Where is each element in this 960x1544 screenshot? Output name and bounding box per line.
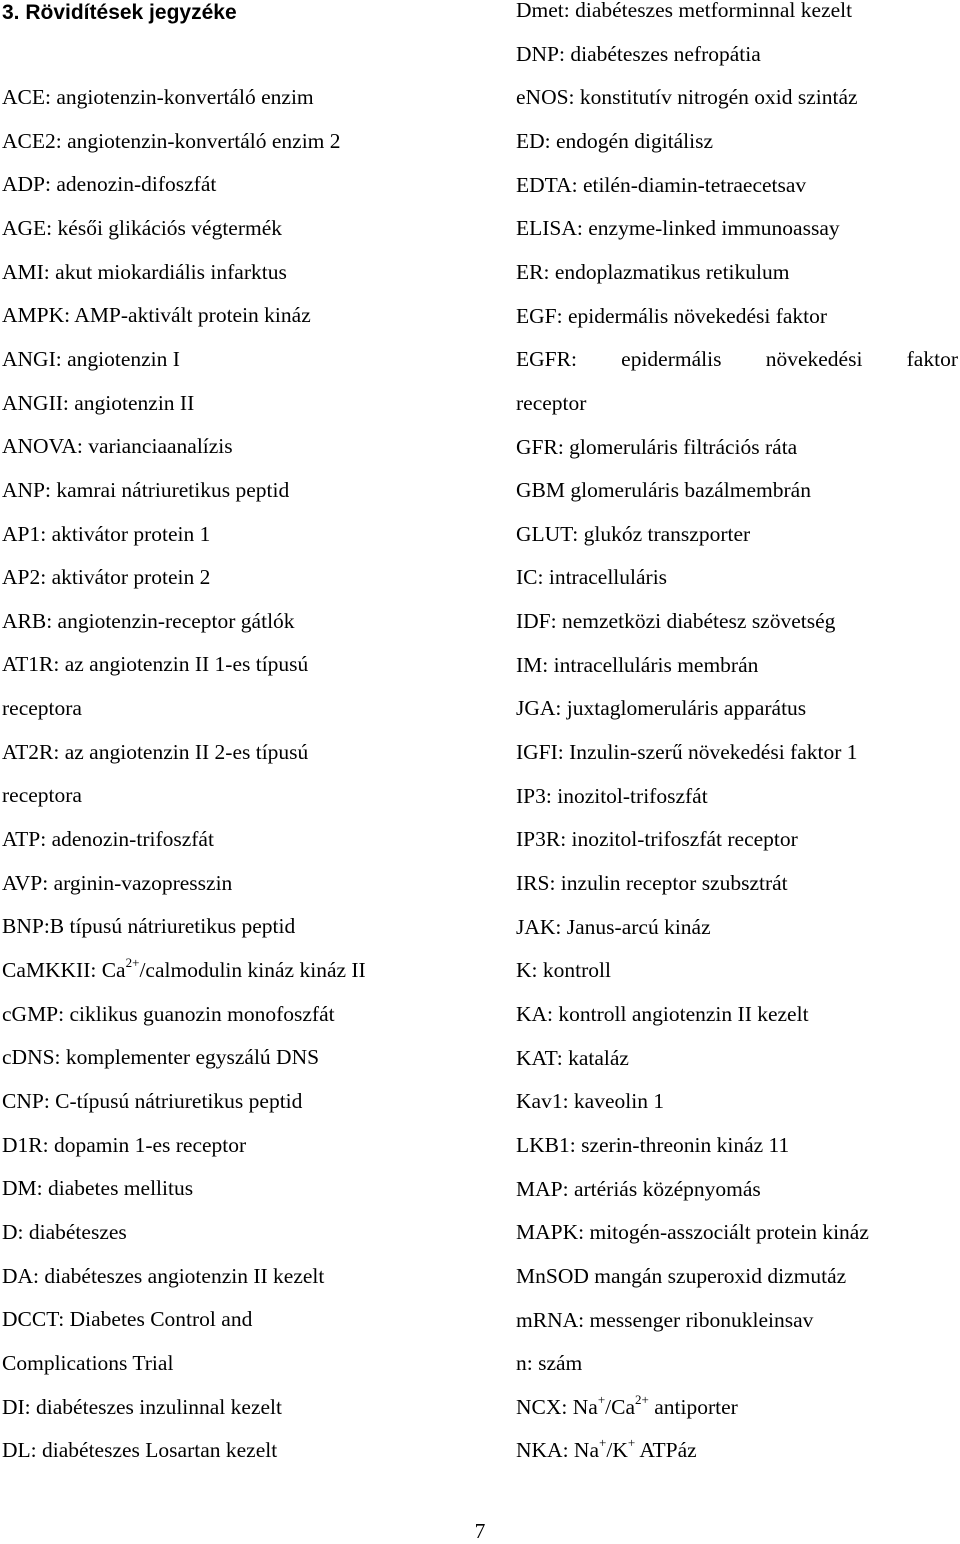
text-segment: NKA: Na [516,1438,599,1463]
superscript: + [599,1435,607,1451]
abbreviation-line: ADP: adenozin-difoszfát [2,172,217,197]
abbreviation-line: ACE: angiotenzin-konvertáló enzim [2,85,314,109]
abbreviation-line: AT1R: az angiotenzin II 1-es típusú [2,652,309,677]
text-segment: CaMKKII: Ca [2,958,126,982]
abbreviation-line: Kav1: kaveolin 1 [516,1089,665,1114]
abbreviation-line: ER: endoplazmatikus retikulum [516,259,790,284]
abbreviation-line: IP3R: inozitol-trifoszfát receptor [516,827,798,852]
abbreviation-line: AVP: arginin-vazopresszin [2,870,233,895]
abbreviation-line: DCCT: Diabetes Control and [2,1307,253,1332]
abbreviation-line: receptor [516,390,587,415]
superscript: + [597,1391,606,1407]
abbreviation-line: GFR: glomeruláris filtrációs ráta [516,434,798,459]
abbreviation-line: EGFR: epidermális növekedési faktor [516,347,958,372]
abbreviation-line: KAT: kataláz [516,1045,629,1070]
superscript: + [627,1435,636,1451]
abbreviation-line [516,1437,958,1463]
text-segment: /Ca [605,1394,636,1419]
abbreviation-line: ANP: kamrai nátriuretikus peptid [2,477,290,502]
page-number: 7 [474,1519,486,1543]
abbreviation-line: ARB: angiotenzin-receptor gátlók [2,608,295,633]
abbreviation-line: EGF: epidermális növekedési faktor [516,303,828,328]
text-segment: ATPáz [635,1438,697,1463]
abbreviation-line: MAPK: mitogén-asszociált protein kináz [516,1220,869,1245]
abbreviation-line: GBM glomeruláris bazálmembrán [516,478,811,503]
superscript: 2+ [125,954,140,970]
abbreviation-line: AMPK: AMP-aktivált protein kináz [2,303,311,328]
abbreviation-line: ED: endogén digitálisz [516,128,714,153]
abbreviation-line: Complications Trial [2,1350,174,1375]
section-heading: 3. Rövidítések jegyzéke [2,1,237,24]
abbreviation-line: IGFI: Inzulin-szerű növekedési faktor 1 [516,740,858,765]
text-segment: antiporter [648,1394,738,1419]
abbreviation-line: DI: diabéteszes inzulinnal kezelt [2,1394,282,1419]
abbreviation-line: CNP: C-típusú nátriuretikus peptid [2,1088,303,1113]
abbreviation-line: eNOS: konstitutív nitrogén oxid szintáz [516,85,858,110]
abbreviation-line: IP3: inozitol-trifoszfát [516,783,708,808]
abbreviation-line: GLUT: glukóz transzporter [516,521,751,546]
abbreviation-line: MAP: artériás középnyomás [516,1176,761,1201]
abbreviation-line: receptora [2,783,82,808]
abbreviation-line: ANGI: angiotenzin I [2,346,180,371]
abbreviation-line: DNP: diabéteszes nefropátia [516,41,761,66]
abbreviation-line: DM: diabetes mellitus [2,1176,194,1201]
abbreviation-line [2,954,472,983]
abbreviation-line: AMI: akut miokardiális infarktus [2,259,287,284]
abbreviation-line: LKB1: szerin-threonin kináz 11 [516,1132,790,1157]
abbreviation-line: D: diabéteszes [2,1219,127,1244]
abbreviation-line: cGMP: ciklikus guanozin monofoszfát [2,1001,335,1026]
abbreviation-line: IC: intracelluláris [516,565,668,590]
abbreviation-line: AP2: aktivátor protein 2 [2,565,211,590]
abbreviation-line: DL: diabéteszes Losartan kezelt [2,1438,278,1463]
abbreviation-line: JGA: juxtaglomeruláris apparátus [516,696,807,721]
abbreviation-line: Dmet: diabéteszes metforminnal kezelt [516,0,853,22]
abbreviation-line: KA: kontroll angiotenzin II kezelt [516,1001,809,1026]
abbreviation-line: AT2R: az angiotenzin II 2-es típusú [2,739,309,764]
abbreviation-line: JAK: Janus-arcú kináz [516,914,711,939]
abbreviation-line [516,1391,958,1420]
abbreviation-line: AP1: aktivátor protein 1 [2,521,211,546]
abbreviation-line: MnSOD mangán szuperoxid dizmutáz [516,1263,847,1288]
abbreviation-line: mRNA: messenger ribonukleinsav [516,1307,814,1332]
abbreviation-line: ANOVA: varianciaanalízis [2,434,233,459]
abbreviation-line: EDTA: etilén-diamin-tetraecetsav [516,172,807,197]
abbreviation-line: BNP:B típusú nátriuretikus peptid [2,914,296,939]
abbreviation-line: n: szám [516,1351,583,1376]
abbreviation-line: IDF: nemzetközi diabétesz szövetség [516,609,836,634]
text-segment: /K [606,1438,628,1463]
abbreviation-line: receptora [2,696,82,721]
abbreviation-line: AGE: késői glikációs végtermék [2,215,283,240]
abbreviation-line: ACE2: angiotenzin-konvertáló enzim 2 [2,128,341,153]
abbreviation-line: IM: intracelluláris membrán [516,652,759,677]
abbreviation-line: IRS: inzulin receptor szubsztrát [516,871,788,895]
abbreviation-line: ANGII: angiotenzin II [2,390,195,415]
abbreviation-line: K: kontroll [516,958,611,983]
text-segment: NCX: Na [516,1394,598,1419]
abbreviation-line: ELISA: enzyme-linked immunoassay [516,216,840,241]
text-segment: /calmodulin kináz kináz II [139,958,366,982]
superscript: 2+ [635,1391,649,1407]
abbreviation-line: D1R: dopamin 1-es receptor [2,1132,247,1157]
abbreviation-line: ATP: adenozin-trifoszfát [2,827,214,852]
abbreviation-line: DA: diabéteszes angiotenzin II kezelt [2,1263,325,1288]
abbreviation-line: cDNS: komplementer egyszálú DNS [2,1045,320,1070]
